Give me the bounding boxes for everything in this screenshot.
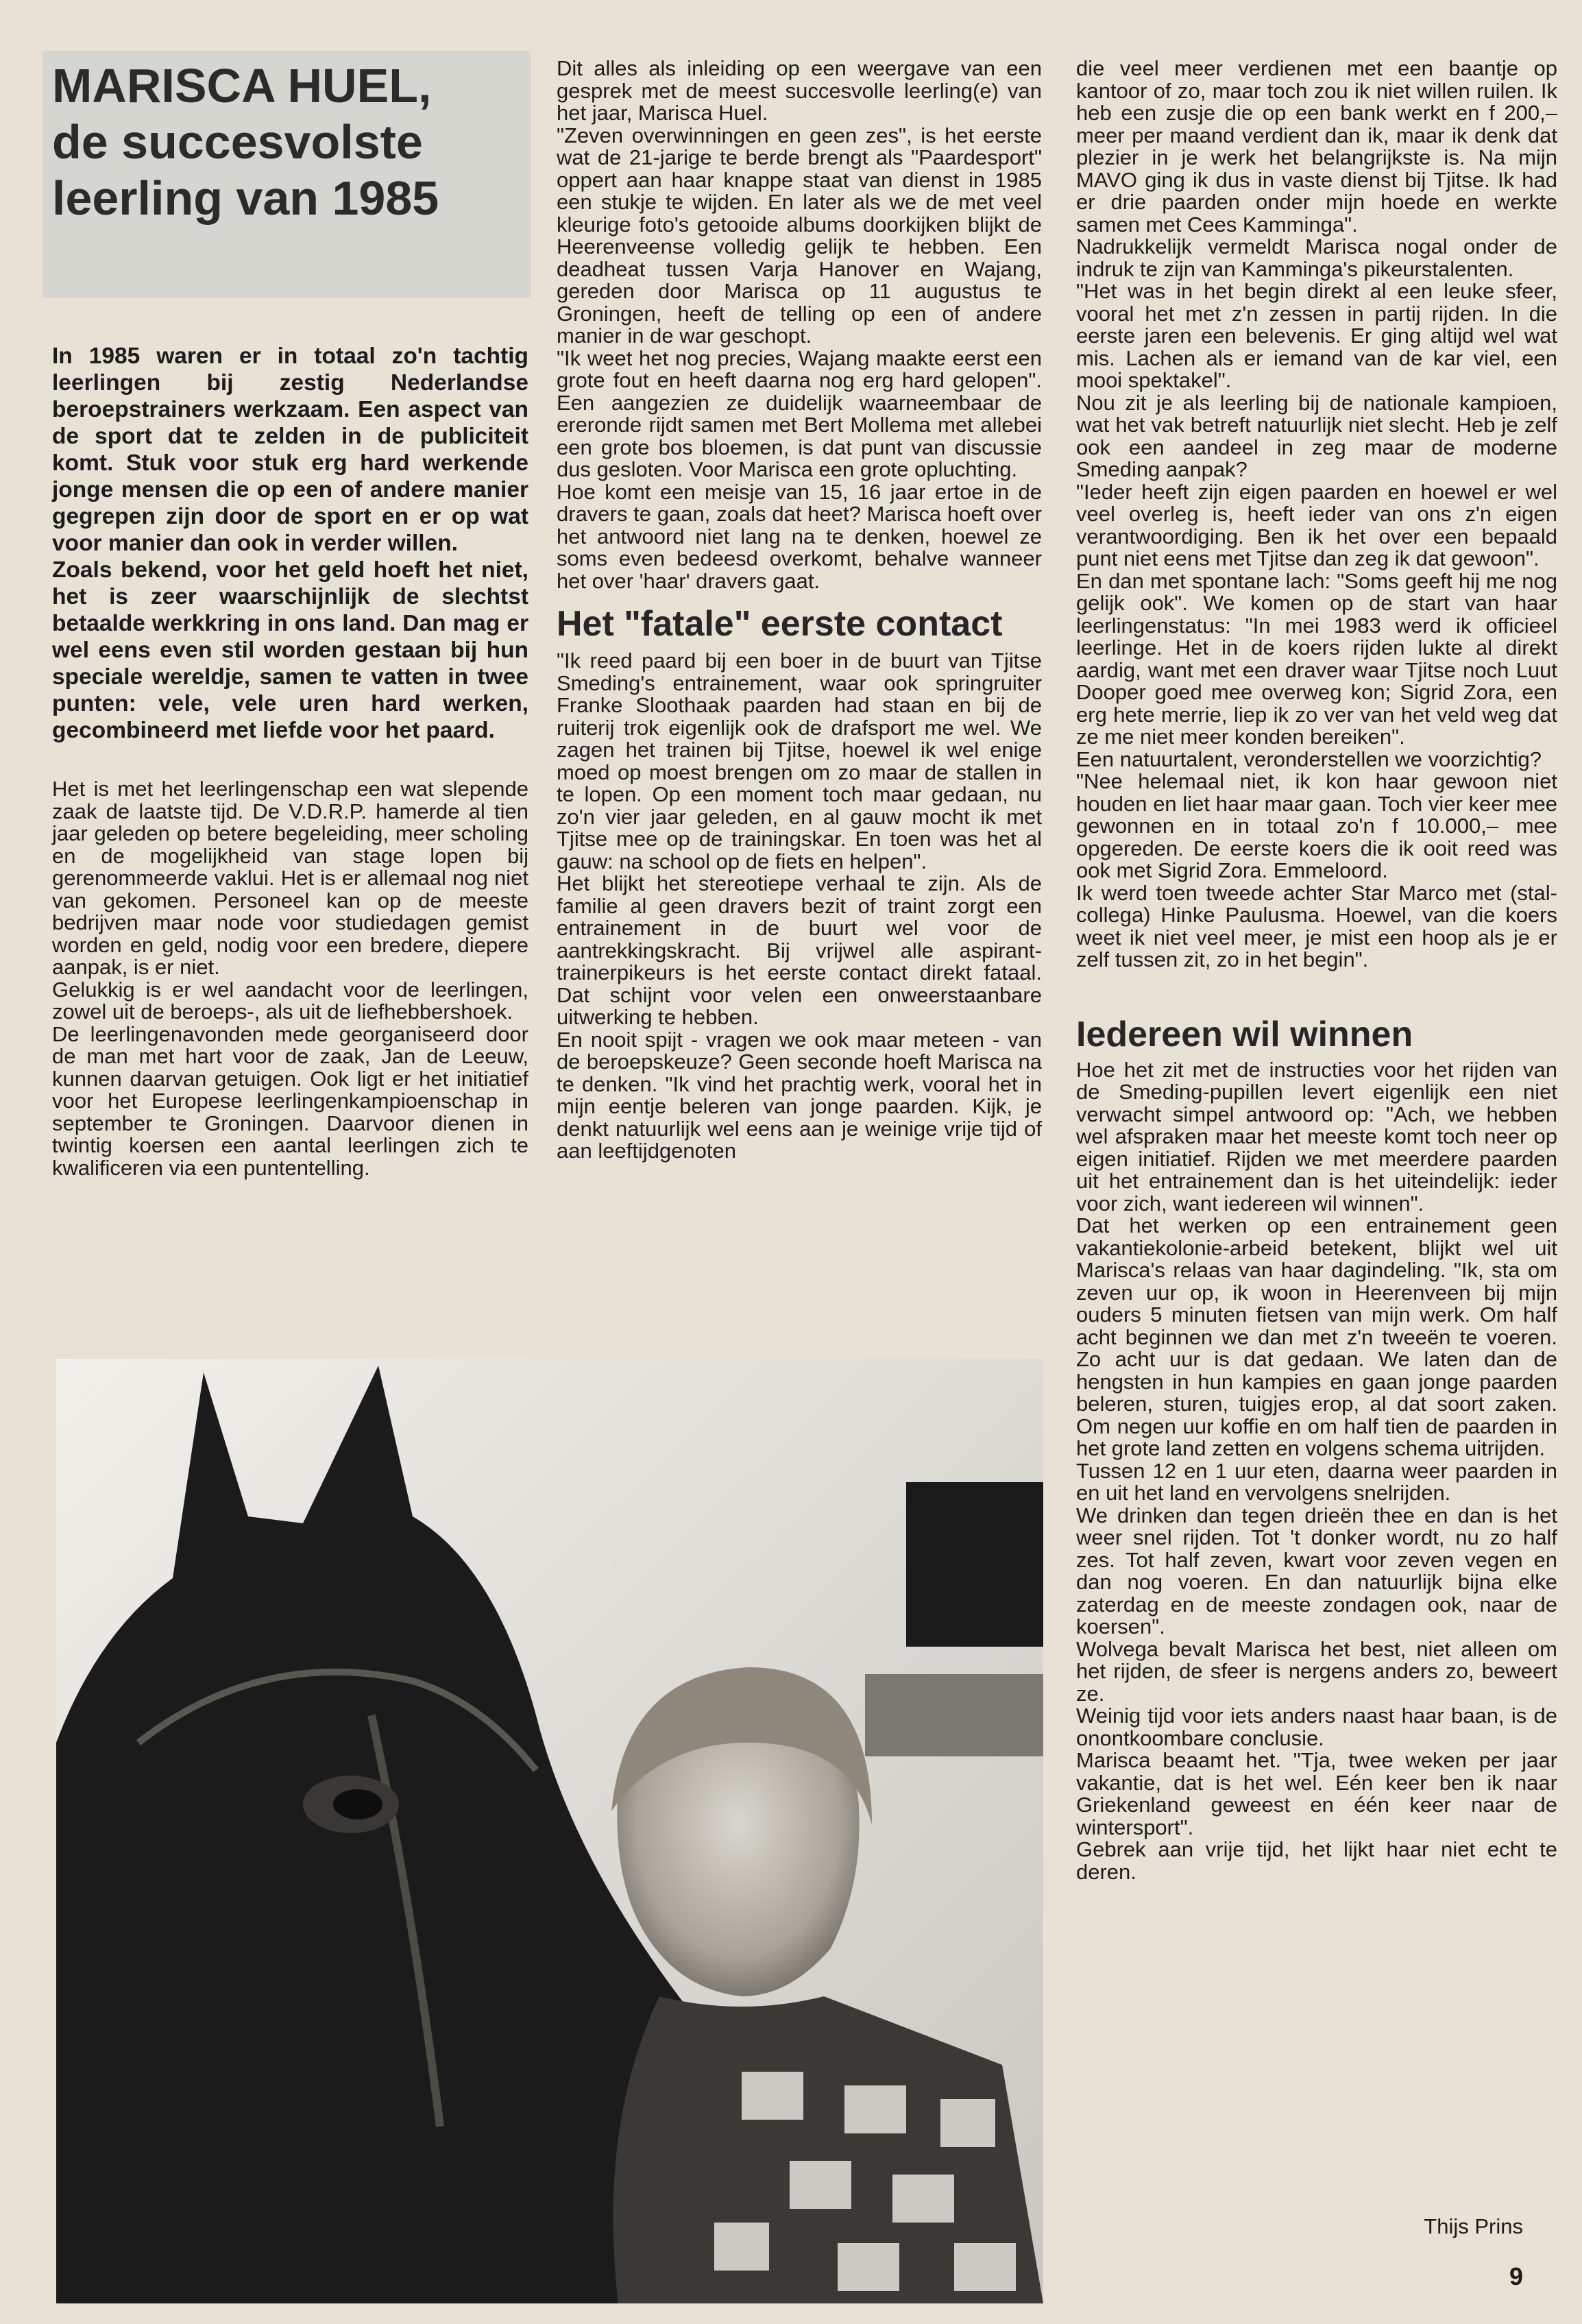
body-paragraph: Marisca beaamt het. "Tja, twee weken per jaar vakantie, dat is het wel. Eén keer ben ik naar Griekenland geweest en één keer naar de wintersport". <box>1076 1748 1557 1839</box>
headline-block <box>52 58 528 226</box>
body-paragraph: Dit alles als inleiding op een weergave van een gesprek met de meest succesvolle leerling(e) van het jaar, Marisca Huel. <box>557 56 1042 125</box>
body-paragraph: We drinken dan tegen drieën thee en dan is het weer snel rijden. Tot 't donker wordt, nu zo half zes. Tot half zeven, kwart voor zeven vegen en dan nog voeren. En dan natuurlijk bijna elke zaterdag en de meeste zondagen ook, naar de koersen". <box>1076 1503 1557 1638</box>
body-paragraph: Tussen 12 en 1 uur eten, daarna weer paarden in en uit het land en vervolgens snelrijden. <box>1076 1458 1557 1505</box>
body-paragraph: Een natuurtalent, veronderstellen we voorzichtig? <box>1076 747 1542 771</box>
body-paragraph: "Het was in het begin direkt al een leuke sfeer, vooral het met z'n zessen in partij rijden. In die eerste jaren een belevenis. Er ging altijd wel wat mis. Lachen als er iemand van de kar viel, een mooi spektakel". <box>1076 279 1557 392</box>
body-paragraph: Wolvega bevalt Marisca het best, niet alleen om het rijden, de sfeer is nergens anders zo, beweert ze. <box>1076 1636 1557 1706</box>
headline-line-1: MARISCA HUEL, <box>52 59 432 112</box>
byline: Thijs Prins <box>1424 2214 1523 2238</box>
photo-horse-and-trainee <box>56 1359 1043 2303</box>
body-paragraph: "Nee helemaal niet, ik kon haar gewoon niet houden en liet haar maar gaan. Toch vier keer mee gewonnen en in totaal zo'n f 10.000,– mee opgereden. De eerste koers die ik ooit reed was ook met Sigrid Zora. Emmeloord. <box>1076 769 1557 882</box>
body-paragraph: Het is met het leerlingenschap een wat slepende zaak de laatste tijd. De V.D.R.P. hamerde al tien jaar geleden op betere begeleiding, meer scholing en de mogelijkheid van stage lopen bij gerenommeerde vaklui. Het is er allemaal nog niet van gekomen. Personeel kan op de meeste bedrijven maar node voor studiedagen gemist worden en geld, nodig voor een bredere, diepere aanpak, is er niet. <box>52 777 528 979</box>
column-3 <box>1076 58 1557 1883</box>
intro-paragraph: Zoals bekend, voor het geld hoeft het niet, het is zeer waarschijnlijk de slechtst betaalde werkkring in ons land. Dan mag er wel eens even stil worden gestaan bij hun speciale wereldje, samen te vatten in twee punten: vele, vele uren hard werken, gecombineerd met liefde voor het paard. <box>52 557 528 743</box>
body-paragraph: "Ieder heeft zijn eigen paarden en hoewel er wel veel overleg is, heeft ieder van ons z'n eigen verantwoordiging. Ben ik het over een bepaald punt niet eens met Tjitse dan zeg ik dat gewoon". <box>1076 479 1557 570</box>
subheading-fatale-contact: Het "fatale" eerste contact <box>557 604 1003 644</box>
body-paragraph: Nou zit je als leerling bij de nationale kampioen, wat het vak betreft natuurlijk niet slecht. Heb je zelf ook een aandeel in zeg maar de moderne Smeding aanpak? <box>1076 390 1557 481</box>
body-paragraph: "Zeven overwinningen en geen zes", is het eerste wat de 21-jarige te berde brengt als "Paardesport" oppert aan haar knappe staat van dienst in 1985 een stukje te wijden. En later als we de met veel kleurige foto's getooide albums doorkijken blijkt de Heerenveense volledig gelijk te hebben. Een deadheat tussen Varja Hanover en Wajang, gereden door Marisca op 11 augustus te Groningen, heeft de telling op een of andere manier in de war geschopt. <box>557 123 1042 348</box>
body-paragraph: Hoe komt een meisje van 15, 16 jaar ertoe in de dravers te gaan, zoals dat heet? Marisca hoeft over het antwoord niet lang na te denken, hoewel ze soms even bedeesd overkomt, behalve wanneer het over 'haar' dravers gaat. <box>557 479 1042 593</box>
body-paragraph: Hoe het zit met de instructies voor het rijden van de Smeding-pupillen levert eigenlijk een niet verwacht simpel antwoord op: "Ach, we hebben wel afspraken maar het meeste komt toch neer op eigen initiatief. Rijden we met meerdere paarden uit het entrainement dan is het uiteindelijk: ieder voor zich, want iedereen wil winnen". <box>1076 1057 1557 1215</box>
intro-paragraph: In 1985 waren er in totaal zo'n tachtig leerlingen bij zestig Nederlandse beroepstrainers werkzaam. Een aspect van de sport dat te zelden in de publiciteit komt. Stuk voor stuk erg hard werkende jonge mensen die op een of andere manier gegrepen zijn door de sport en er op wat voor manier dan ook in verder willen. <box>52 343 528 556</box>
headline-line-2: de succesvolste <box>52 115 423 169</box>
photo-illustration <box>56 1359 1043 2303</box>
body-paragraph: De leerlingenavonden mede georganiseerd door de man met hart voor de zaak, Jan de Leeuw, kunnen daarvan getuigen. Ook ligt er het initiatief voor het Europese leerlingenkampioenschap in september te Groningen. Daarvoor dienen in twintig koersen een aantal leerlingen zich te kwalificeren via een puntentelling. <box>52 1021 528 1180</box>
body-paragraph: "Ik reed paard bij een boer in de buurt van Tjitse Smeding's entrainement, waar ook springruiter Franke Sloothaak paarden had staan en bij de ruiterij trok eigenlijk ook de drafsport me wel. We zagen het trainen bij Tjitse, hoewel ik wel enige moed op moest brengen om zo maar de stallen in te lopen. Op een moment toch maar gedaan, nu zo'n vier jaar geleden, en al gauw mocht ik met Tjitse mee op de trainingskar. En toen was het al gauw: na school op de fiets en helpen". <box>557 649 1042 873</box>
body-paragraph: Ik werd toen tweede achter Star Marco met (stal-collega) Hinke Paulusma. Hoewel, van die koers weet ik niet veel meer, je mist een hoop als je er zelf tussen zit, zo in het begin". <box>1076 880 1557 971</box>
subheading-iedereen-wil-winnen: Iedereen wil winnen <box>1076 1014 1413 1054</box>
body-paragraph: En nooit spijt - vragen we ook maar meteen - van de beroepskeuze? Geen seconde hoeft Marisca na te denken. "Ik vind het prachtig werk, vooral het in mijn eentje beleren van jonge paarden. Kijk, je denkt natuurlijk wel eens aan je weinige vrije tijd of aan leeftijdgenoten <box>557 1027 1042 1163</box>
column-1-body <box>52 778 528 1179</box>
body-paragraph: Gebrek aan vrije tijd, het lijkt haar niet echt te deren. <box>1076 1837 1557 1884</box>
body-paragraph: Gelukkig is er wel aandacht voor de leerlingen, zowel uit de beroeps-, als uit de liefhebbershoek. <box>52 977 528 1024</box>
body-paragraph: "Ik weet het nog precies, Wajang maakte eerst een grote fout en heeft daarna nog erg hard gelopen". Een aangezien ze duidelijk waarneembaar de ereronde rijdt samen met Bert Mollema met allebei een grote bos bloemen, is dat punt van discussie dus gesloten. Voor Marisca een grote opluchting. <box>557 346 1042 481</box>
body-paragraph: Dat het werken op een entrainement geen vakantiekolonie-arbeid betekent, blijkt wel uit Marisca's relaas van haar dagindeling. "Ik, sta om zeven uur op, ik woon in Heerenveen bij mijn ouders 5 minuten fietsen van mijn werk. Om half acht beginnen we dan met z'n tweeën te voeren. Zo acht uur is dat gedaan. We laten dan de hengsten in hun kampies en gaan jonge paarden beleren, sturen, tuigjes erop, al dat soort zaken. Om negen uur koffie en om half tien de paarden in het grote land zetten en volgens schema uitrijden. <box>1076 1213 1557 1460</box>
page-number: 9 <box>1509 2262 1523 2290</box>
body-paragraph: die veel meer verdienen met een baantje op kantoor of zo, maar toch zou ik niet willen ruilen. Ik heb een zusje die op een bank werkt en f 200,– meer per maand verdient dan ik, maar ik denk dat plezier in je werk het belangrijkste is. Na mijn MAVO ging ik dus in vaste dienst bij Tjitse. Ik had er drie paarden onder mijn hoede en werkte samen met Cees Kamminga". <box>1076 56 1557 237</box>
column-2 <box>557 58 1042 1163</box>
body-paragraph: En dan met spontane lach: "Soms geeft hij me nog gelijk ook". We komen op de start van haar leerlingenstatus: "In mei 1983 werd ik officieel leerlinge. Het in de koers rijden lukte al direkt aardig, want met een draver waar Tjitse noch Luut Dooper goed mee overweg kon; Sigrid Zora, een erg hete merrie, liep ik zo ver van het veld weg dat ze me niet meer konden bereiken". <box>1076 568 1557 749</box>
intro-text <box>52 343 528 744</box>
body-paragraph: Het blijkt het stereotiepe verhaal te zijn. Als de familie al geen dravers bezit of traint zorgt een entrainement in de buurt wel voor de aantrekkingskracht. Bij vrijwel alle aspirant-trainerpikeurs is het eerste contact direkt fataal. Dat schijnt voor velen een onweerstaanbare uitwerking te hebben. <box>557 871 1042 1029</box>
headline-line-3: leerling van 1985 <box>52 171 439 225</box>
column-1 <box>52 58 528 1179</box>
headline <box>52 58 528 226</box>
body-paragraph: Weinig tijd voor iets anders naast haar baan, is de onontkoombare conclusie. <box>1076 1704 1557 1750</box>
body-paragraph: Nadrukkelijk vermeldt Marisca nogal onder de indruk te zijn van Kamminga's pikeurstalenten. <box>1076 234 1557 281</box>
